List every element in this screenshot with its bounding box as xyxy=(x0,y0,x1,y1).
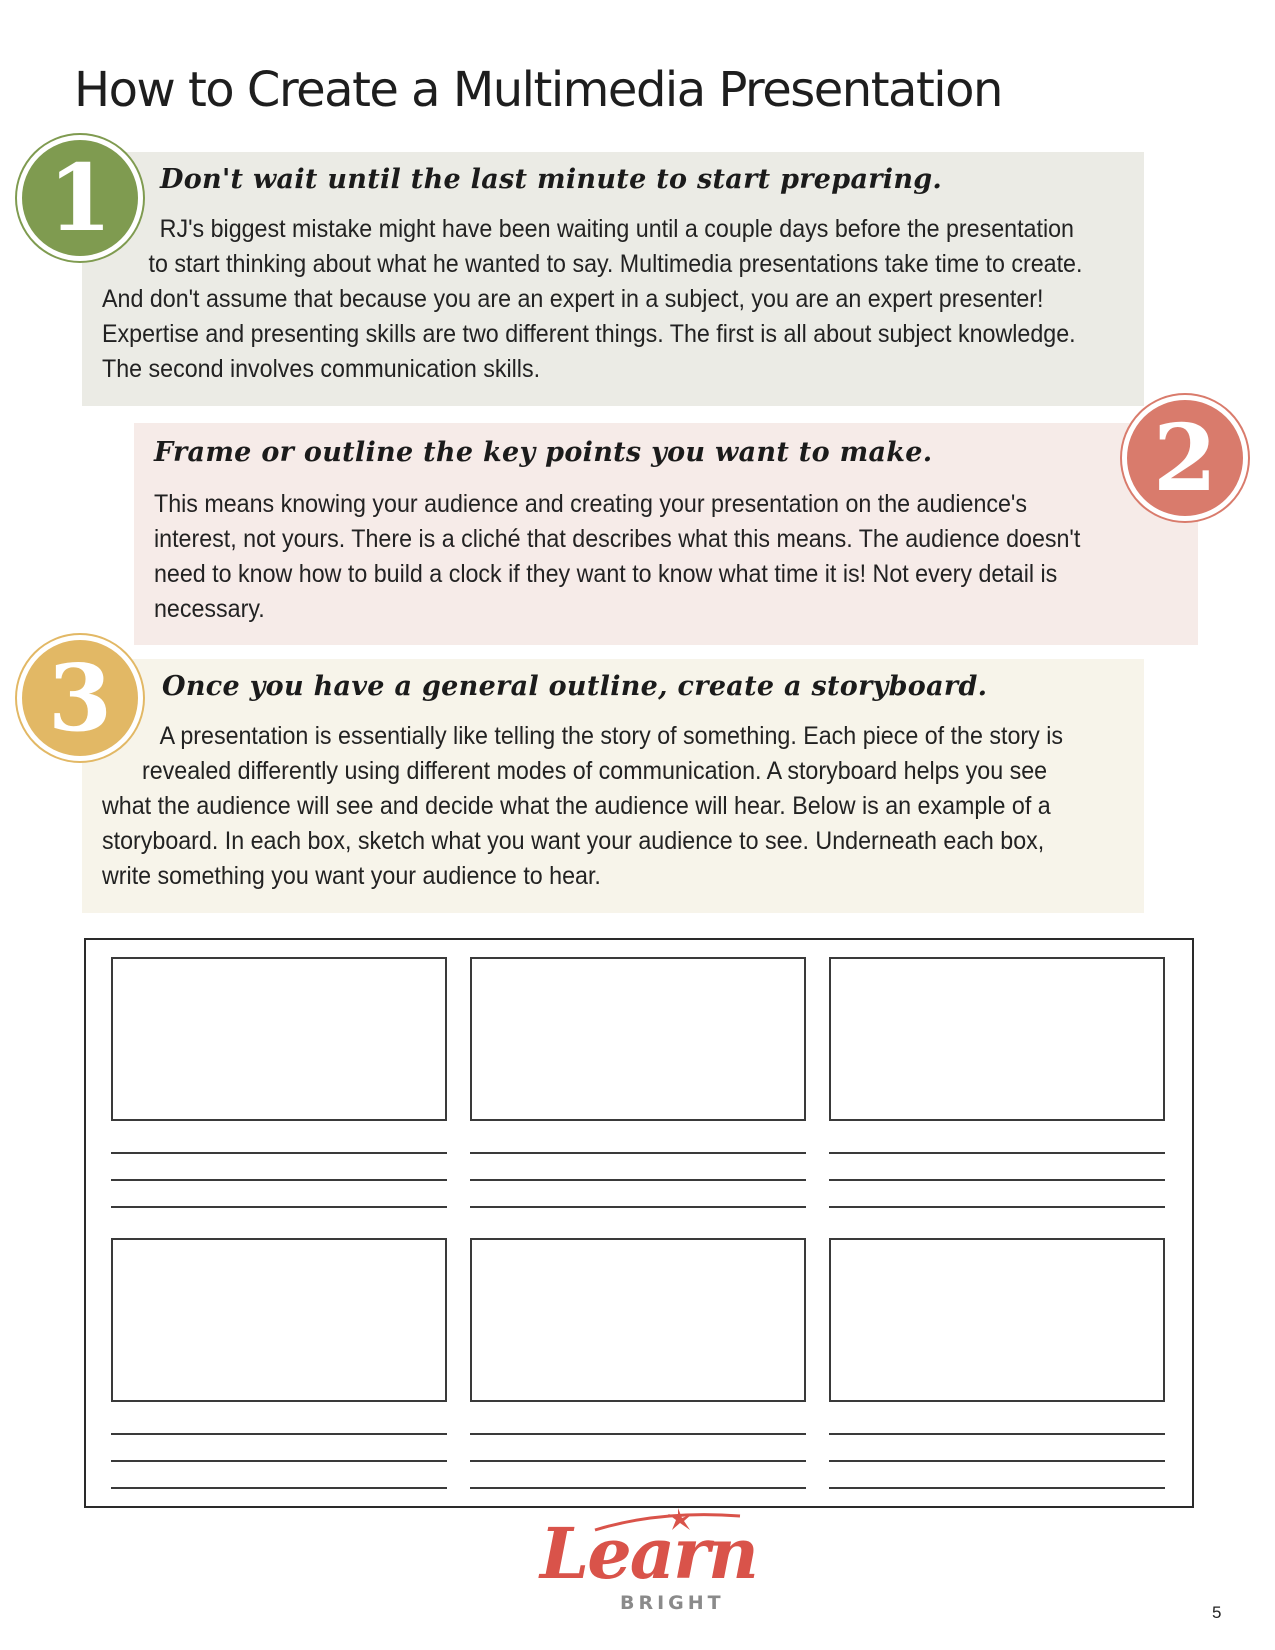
writing-line[interactable] xyxy=(470,1460,806,1462)
section-3-line-5: write something you want your audience to hear. xyxy=(102,862,601,890)
writing-line[interactable] xyxy=(470,1433,806,1435)
writing-line[interactable] xyxy=(111,1179,447,1181)
storyboard-frame[interactable] xyxy=(470,1238,806,1402)
section-3-body xyxy=(102,719,1063,894)
writing-line[interactable] xyxy=(829,1460,1165,1462)
section-1-line-5: The second involves communication skills. xyxy=(102,355,541,383)
step-2-number: 2 xyxy=(1152,404,1217,512)
writing-line[interactable] xyxy=(470,1152,806,1154)
writing-line[interactable] xyxy=(111,1433,447,1435)
page-number: 5 xyxy=(1212,1603,1222,1622)
section-2-line-4: necessary. xyxy=(154,595,265,623)
section-3-panel xyxy=(82,659,1144,913)
writing-line[interactable] xyxy=(829,1152,1165,1154)
writing-line[interactable] xyxy=(470,1206,806,1208)
section-3-heading: Once you have a general outline, create a storyboard. xyxy=(162,671,988,702)
section-1-heading: Don't wait until the last minute to start preparing. xyxy=(160,164,943,195)
storyboard-template xyxy=(84,938,1194,1508)
step-3-number: 3 xyxy=(47,644,112,752)
section-2-heading: Frame or outline the key points you want to make. xyxy=(154,437,933,468)
writing-line[interactable] xyxy=(829,1487,1165,1489)
writing-line[interactable] xyxy=(111,1460,447,1462)
writing-line[interactable] xyxy=(470,1487,806,1489)
section-1-panel xyxy=(82,152,1144,406)
writing-line[interactable] xyxy=(111,1487,447,1489)
section-1-line-1: RJ's biggest mistake might have been waiting until a couple days before the presentation xyxy=(159,215,1074,243)
section-3-line-3: what the audience will see and decide what the audience will hear. Below is an example of a xyxy=(102,792,1051,820)
step-1-badge xyxy=(17,135,143,261)
section-2-panel xyxy=(134,423,1198,645)
logo-word: Learn xyxy=(540,1512,757,1595)
section-3-line-4: storyboard. In each box, sketch what you want your audience to see. Underneath each box, xyxy=(102,827,1045,855)
section-1-line-3: And don't assume that because you are an expert in a subject, you are an expert presenter! xyxy=(102,285,1044,313)
storyboard-frame[interactable] xyxy=(111,957,447,1121)
writing-line[interactable] xyxy=(829,1433,1165,1435)
logo-subtitle: BRIGHT xyxy=(620,1592,725,1614)
storyboard-frame[interactable] xyxy=(829,1238,1165,1402)
writing-line[interactable] xyxy=(829,1206,1165,1208)
page-title: How to Create a Multimedia Presentation xyxy=(74,62,1002,118)
storyboard-frame[interactable] xyxy=(111,1238,447,1402)
section-3-line-2: revealed differently using different modes of communication. A storyboard helps you see xyxy=(141,757,1048,785)
section-1-line-2: to start thinking about what he wanted to say. Multimedia presentations take time to create. xyxy=(148,250,1083,278)
section-2-line-2: interest, not yours. There is a cliché that describes what this means. The audience doesn't xyxy=(154,525,1081,553)
section-2-line-3: need to know how to build a clock if they want to know what time it is! Not every detail is xyxy=(154,560,1058,588)
writing-line[interactable] xyxy=(829,1179,1165,1181)
section-1-body xyxy=(102,212,1082,387)
writing-line[interactable] xyxy=(111,1206,447,1208)
step-3-badge xyxy=(17,635,143,761)
section-1-line-4: Expertise and presenting skills are two different things. The first is all about subject knowledge. xyxy=(102,320,1076,348)
writing-line[interactable] xyxy=(470,1179,806,1181)
section-2-line-1: This means knowing your audience and creating your presentation on the audience's xyxy=(154,490,1027,518)
writing-line[interactable] xyxy=(111,1152,447,1154)
learn-bright-logo xyxy=(530,1512,757,1614)
step-1-number: 1 xyxy=(47,144,112,252)
storyboard-frame[interactable] xyxy=(470,957,806,1121)
storyboard-frame[interactable] xyxy=(829,957,1165,1121)
section-2-body xyxy=(154,487,1080,627)
section-3-line-1: A presentation is essentially like telling the story of something. Each piece of the story is xyxy=(159,722,1064,750)
step-2-badge xyxy=(1122,395,1248,521)
